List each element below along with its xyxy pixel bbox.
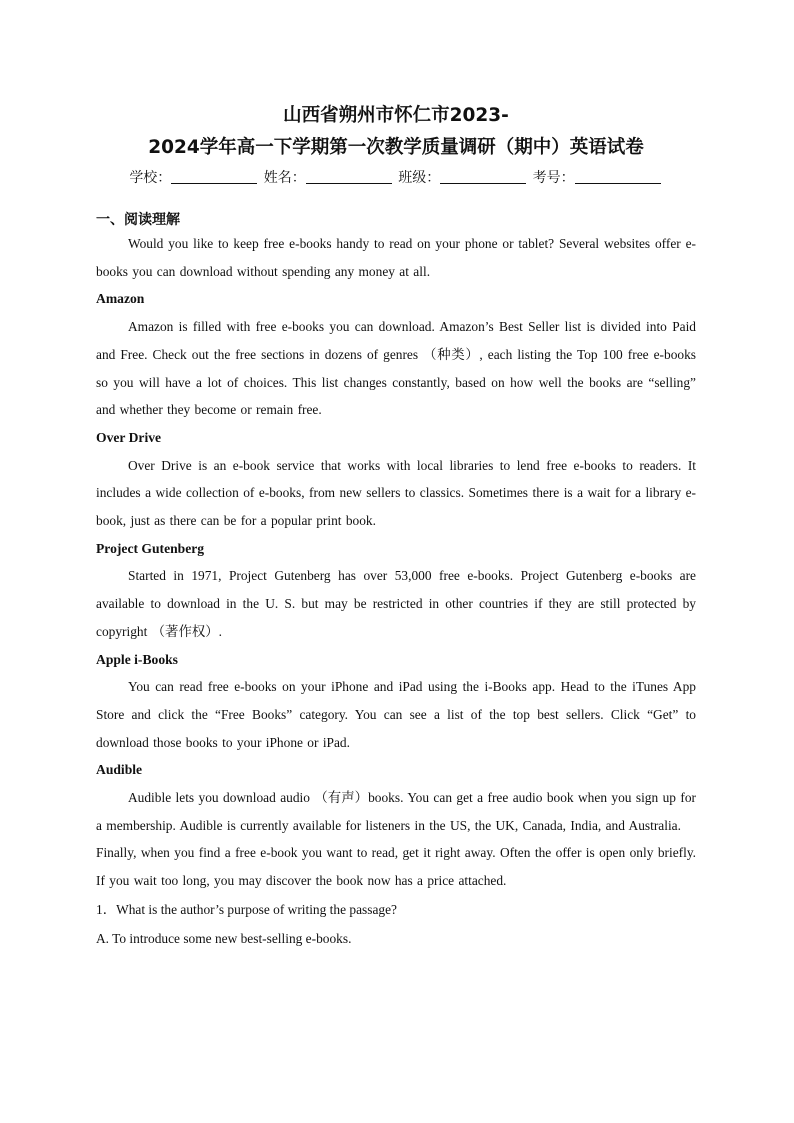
paragraph-over-drive: Over Drive is an e-book service that works with local libraries to lend free e-books to readers. It includes a wide collection of e-books, from new sellers to classics. Sometimes there is a wait for a library e-book, just as there can be for a popular print book.	[96, 457, 696, 529]
option-a: A. To introduce some new best-selling e-books.	[96, 930, 352, 946]
paragraph-apple-ibooks: You can read free e-books on your iPhone and iPad using the i-Books app. Head to the iTunes App Store and click the “Free Books” category. You can see a list of the top best sellers. Click “Get” to download those books to your iPhone or iPad.	[96, 679, 696, 750]
school-blank	[171, 169, 257, 184]
class-label: 班级：	[398, 170, 441, 186]
heading-audible: Audible	[96, 762, 143, 778]
name-label: 姓名：	[263, 170, 306, 186]
page-title-line-2: 2024学年高一下学期第一次教学质量调研（期中）英语试卷	[148, 137, 644, 158]
exam-number-label: 考号：	[532, 170, 575, 186]
exam-number-blank	[575, 169, 661, 184]
heading-over-drive: Over Drive	[96, 429, 162, 445]
closing-paragraph: Finally, when you find a free e-book you want to read, get it right away. Often the offer is open only briefly. If you wait too long, you may discover the book now has a price attached.	[96, 845, 696, 889]
heading-amazon: Amazon	[96, 291, 145, 307]
name-blank	[306, 169, 392, 184]
section-title: 一、阅读理解	[96, 212, 180, 228]
exam-page	[96, 100, 696, 953]
heading-project-gutenberg: Project Gutenberg	[96, 540, 205, 556]
school-label: 学校：	[129, 170, 172, 186]
question-1: 1．What is the author’s purpose of writing the passage?	[96, 901, 397, 917]
paragraph-amazon: Amazon is filled with free e-books you can download. Amazon’s Best Seller list is divided into Paid and Free. Check out the free sections in dozens of genres （种类）, each listing the Top 100 free e-books so you will have a lot of choices. This list changes constantly, based on how well the books are “selling” and whether they become or remain free.	[96, 319, 696, 418]
paragraph-project-gutenberg: Started in 1971, Project Gutenberg has over 53,000 free e-books. Project Gutenberg e-books are available to download in the U. S. but may be restricted in other countries if they are still protected by copyright （著作权）.	[96, 568, 696, 639]
intro-paragraph: Would you like to keep free e-books handy to read on your phone or tablet? Several websites offer e-books you can download without spending any money at all.	[96, 236, 696, 279]
paragraph-audible: Audible lets you download audio （有声）books. You can get a free audio book when you sign up for a membership. Audible is currently available for listeners in the US, the UK, Canada, India, and Australia.	[96, 790, 696, 833]
page-title-line-1: 山西省朔州市怀仁市2023-	[283, 105, 509, 126]
student-info-fields	[96, 168, 696, 188]
class-blank	[440, 169, 526, 184]
heading-apple-ibooks: Apple i-Books	[96, 651, 178, 667]
